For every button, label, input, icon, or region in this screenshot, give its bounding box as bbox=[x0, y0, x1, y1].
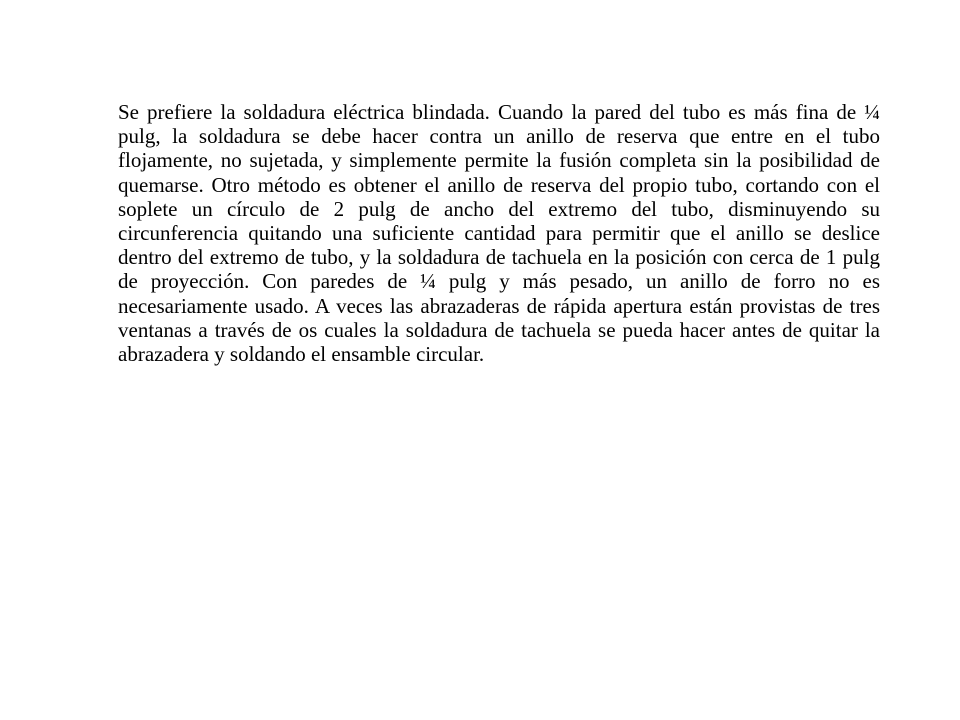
body-paragraph: Se prefiere la soldadura eléctrica blindada. Cuando la pared del tubo es más fina de ¼ pulg, la soldadura se debe hacer contra un anillo de reserva que entre en el tubo flojamente, no sujetada, y simplemente permite la fusión completa sin la posibilidad de quemarse. Otro método es obtener el anillo de reserva del propio tubo, cortando con el soplete un círculo de 2 pulg de ancho del extremo del tubo, disminuyendo su circunferencia quitando una suficiente cantidad para permitir que el anillo se deslice dentro del extremo de tubo, y la soldadura de tachuela en la posición con cerca de 1 pulg de proyección. Con paredes de ¼ pulg y más pesado, un anillo de forro no es necesariamente usado. A veces las abrazaderas de rápida apertura están provistas de tres ventanas a través de os cuales la soldadura de tachuela se pueda hacer antes de quitar la abrazadera y soldando el ensamble circular. bbox=[118, 100, 880, 367]
